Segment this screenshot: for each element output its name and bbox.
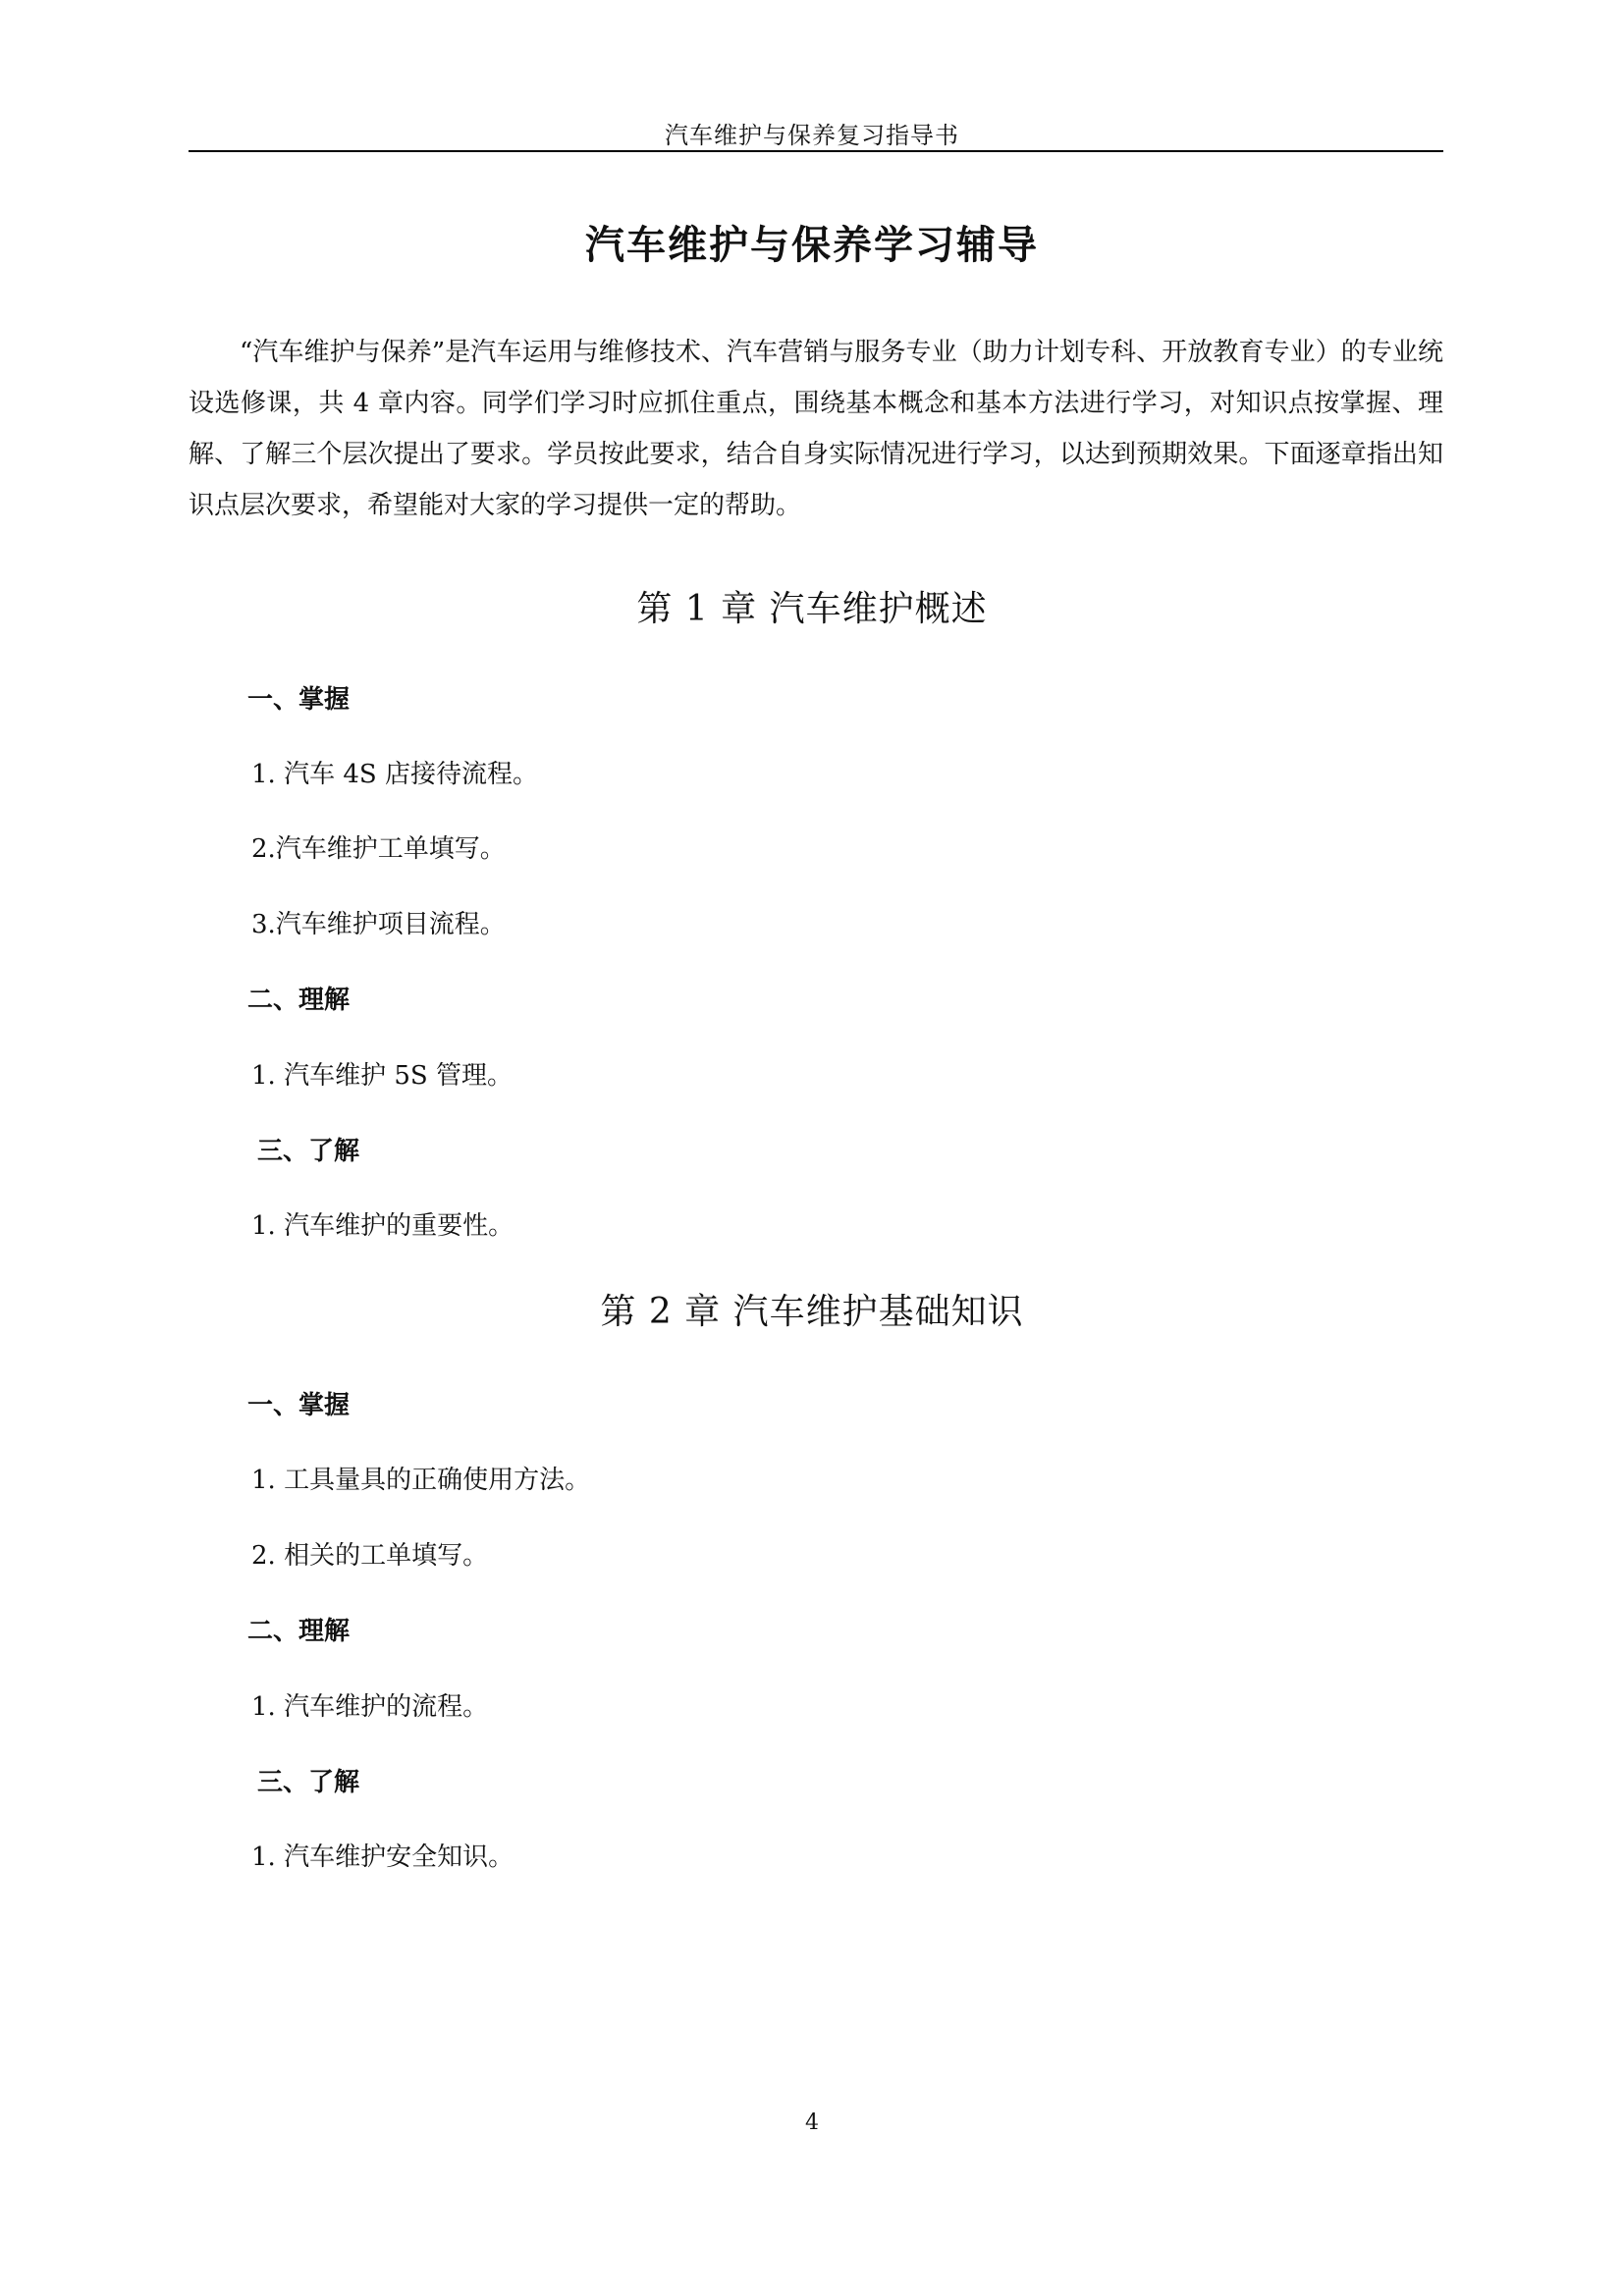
chapter-2-title: 第 2 章 汽车维护基础知识 — [600, 1292, 1024, 1332]
list-item: 2.汽车维护工单填写。 — [251, 834, 506, 864]
chapter-1-section-know: 三、了解 — [257, 1137, 360, 1166]
list-item: 1. 汽车维护的重要性。 — [251, 1211, 514, 1241]
list-item: 1. 汽车维护 5S 管理。 — [251, 1061, 513, 1091]
chapter-2-section-master: 一、掌握 — [247, 1391, 351, 1420]
chapter-2-section-know: 三、了解 — [257, 1768, 360, 1797]
intro-text: “汽车维护与保养”是汽车运用与维修技术、汽车营销与服务专业（助力计划专科、开放教育专业）的专业统设选修课，共 4 章内容。同学们学习时应抓住重点，围绕基本概念和基本方法进行学习，对知识点按掌握、理解、了解三个层次提出了要求。学员按此要求，结合自身实际情况进行学习，以达到预期效果。下面逐章指出知识点层次要求，希望能对大家的学习提供一定的帮助。 — [189, 338, 1443, 520]
page-number: 4 — [805, 2110, 819, 2135]
list-item: 1. 工具量具的正确使用方法。 — [251, 1466, 591, 1495]
header-rule — [189, 150, 1443, 152]
list-item: 1. 汽车维护的流程。 — [251, 1692, 489, 1722]
list-item: 3.汽车维护项目流程。 — [251, 910, 506, 939]
running-header: 汽车维护与保养复习指导书 — [665, 122, 959, 149]
chapter-1-title: 第 1 章 汽车维护概述 — [636, 589, 988, 629]
page-title: 汽车维护与保养学习辅导 — [585, 222, 1039, 268]
list-item: 1. 汽车维护安全知识。 — [251, 1842, 514, 1872]
list-item: 2. 相关的工单填写。 — [251, 1541, 489, 1571]
chapter-2-section-understand: 二、理解 — [247, 1617, 351, 1646]
list-item: 1. 汽车 4S 店接待流程。 — [251, 760, 538, 789]
intro-paragraph — [189, 327, 1443, 531]
chapter-1-section-understand: 二、理解 — [247, 986, 351, 1015]
chapter-1-section-master: 一、掌握 — [247, 685, 351, 715]
